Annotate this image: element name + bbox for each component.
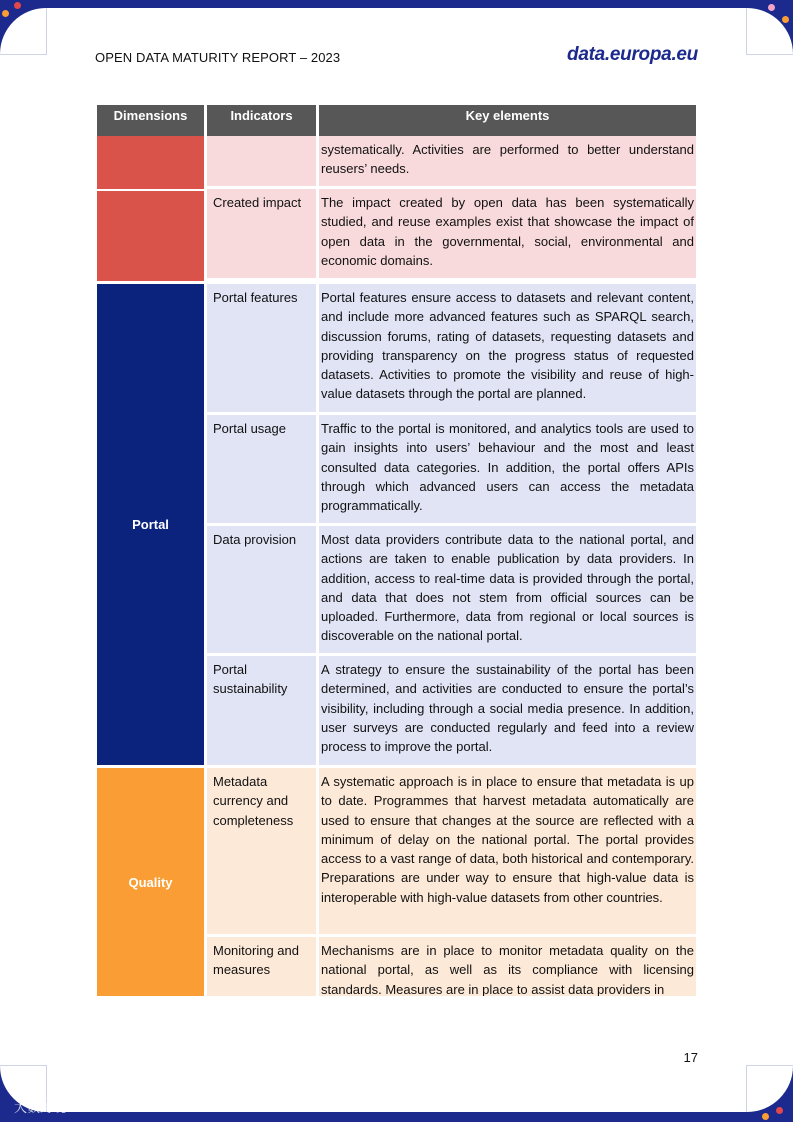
column-header-indicators: Indicators xyxy=(207,105,319,136)
indicator-cell: Portal features xyxy=(207,284,319,415)
indicator-cell: Monitoring and measures xyxy=(207,937,319,996)
key-element-cell: systematically. Activities are performed to better understand reusers’ needs. xyxy=(319,136,696,189)
decor-dot xyxy=(2,10,9,17)
column-header-dimensions: Dimensions xyxy=(97,105,207,136)
report-title: OPEN DATA MATURITY REPORT – 2023 xyxy=(95,50,341,65)
crop-mark xyxy=(746,1065,793,1112)
decor-dot xyxy=(776,1107,783,1114)
indicator-cell: Portal usage xyxy=(207,415,319,526)
decor-dot xyxy=(768,4,775,11)
indicator-cell: Portal sustainability xyxy=(207,656,319,768)
dimension-cell-quality: Quality xyxy=(97,768,207,996)
decor-dot xyxy=(782,16,789,23)
key-element-cell: A strategy to ensure the sustainability of the portal has been determined, and activities are conducted to ensure the portal’s visibility, including through a social media presence. In addition, user surveys are conducted regularly and feed into a review process to improve the portal. xyxy=(319,656,696,768)
table-row xyxy=(207,656,696,768)
table-row xyxy=(207,189,696,281)
table-row xyxy=(207,284,696,415)
key-elements-table xyxy=(97,105,696,136)
data-europa-logo: data.europa.eu xyxy=(567,44,698,65)
table-row xyxy=(207,415,696,526)
page-number: 17 xyxy=(683,1050,698,1065)
table-row xyxy=(207,768,696,937)
key-element-cell: Traffic to the portal is monitored, and analytics tools are used to gain insights into users’ behaviour and the most and least consulted data categories. In addition, the portal offers APIs through which advanced users can access the metadata programmatically. xyxy=(319,415,696,526)
indicator-cell: Data provision xyxy=(207,526,319,656)
decor-dot xyxy=(14,2,21,9)
column-header-key-elements: Key elements xyxy=(319,105,696,136)
row-divider xyxy=(97,189,207,191)
table-header-row xyxy=(97,105,696,136)
indicator-cell xyxy=(207,136,319,189)
indicator-cell: Metadata currency and completeness xyxy=(207,768,319,937)
table-row xyxy=(207,937,696,996)
table-row xyxy=(207,526,696,656)
key-element-cell: The impact created by open data has been systematically studied, and reuse examples exist that showcase the impact of open data in the governmental, social, environmental and economic domains. xyxy=(319,189,696,281)
key-element-cell: Most data providers contribute data to the national portal, and actions are taken to enable publication by data providers. In addition, access to real-time data is provided through the portal, and data that does not stem from official sources can be uploaded. Furthermore, data from regional or local sources is discoverable on the national portal. xyxy=(319,526,696,656)
indicator-cell: Created impact xyxy=(207,189,319,281)
dimension-cell-previous xyxy=(97,136,207,281)
key-element-cell: Mechanisms are in place to monitor metadata quality on the national portal, as well as its compliance with licensing standards. Measures are in place to assist data providers in xyxy=(319,937,696,996)
decor-dot xyxy=(762,1113,769,1120)
table-body xyxy=(207,136,696,996)
document-page xyxy=(0,8,793,1112)
table-row xyxy=(207,136,696,189)
key-element-cell: Portal features ensure access to datasets and relevant content, and include more advanced features such as SPARQL search, discussion forums, rating of datasets, requesting datasets and providing transparency on the progress status of requested datasets. Activities to promote the visibility and reuse of high-value datasets through the portal are planned. xyxy=(319,284,696,415)
dimension-cell-portal: Portal xyxy=(97,284,207,765)
watermark: 大数跨境 xyxy=(14,1100,67,1115)
key-element-cell: A systematic approach is in place to ensure that metadata is up to date. Programmes that harvest metadata automatically are used to ensure that changes at the source are reflected with a minimum of delay on the national portal. The portal provides access to a vast range of data, both historical and contemporary. Preparations are under way to ensure that high-value data is interoperable with high-value datasets from other countries. xyxy=(319,768,696,937)
